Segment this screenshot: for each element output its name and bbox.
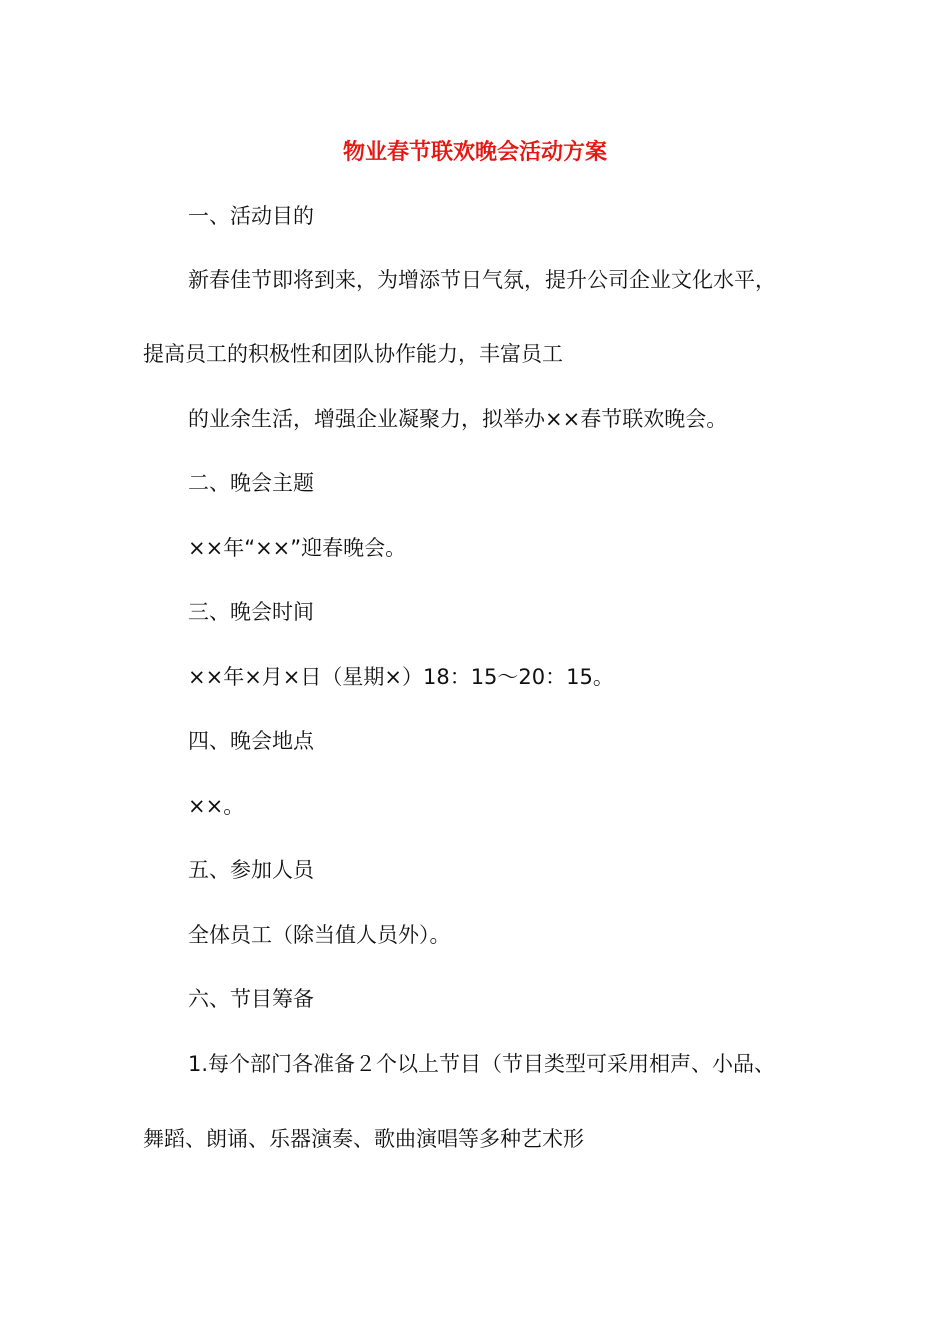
section-heading-location: 四、晚会地点 xyxy=(188,729,314,753)
document-title: 物业春节联欢晚会活动方案 xyxy=(342,140,607,165)
paragraph-line: 提高员工的积极性和团队协作能力，丰富员工 xyxy=(143,342,563,366)
section-heading-time: 三、晚会时间 xyxy=(188,600,314,624)
paragraph-line: ××年“××”迎春晚会。 xyxy=(188,536,407,560)
section-heading-program: 六、节目筹备 xyxy=(188,987,314,1011)
paragraph-line: 新春佳节即将到来，为增添节日气氛，提升公司企业文化水平， xyxy=(188,268,776,292)
paragraph-line: 的业余生活，增强企业凝聚力，拟举办××春节联欢晚会。 xyxy=(188,407,728,431)
paragraph-line: 1.每个部门各准备２个以上节目（节目类型可采用相声、小品、 xyxy=(188,1052,776,1076)
paragraph-line: 舞蹈、朗诵、乐器演奏、歌曲演唱等多种艺术形 xyxy=(143,1127,584,1151)
paragraph-line: ××年×月×日（星期×）18：15～20：15。 xyxy=(188,665,614,689)
section-heading-purpose: 一、活动目的 xyxy=(188,204,314,228)
paragraph-line: ××。 xyxy=(188,794,245,818)
section-heading-participants: 五、参加人员 xyxy=(188,858,314,882)
section-heading-theme: 二、晚会主题 xyxy=(188,471,314,495)
paragraph-line: 全体员工（除当值人员外）。 xyxy=(188,923,451,947)
